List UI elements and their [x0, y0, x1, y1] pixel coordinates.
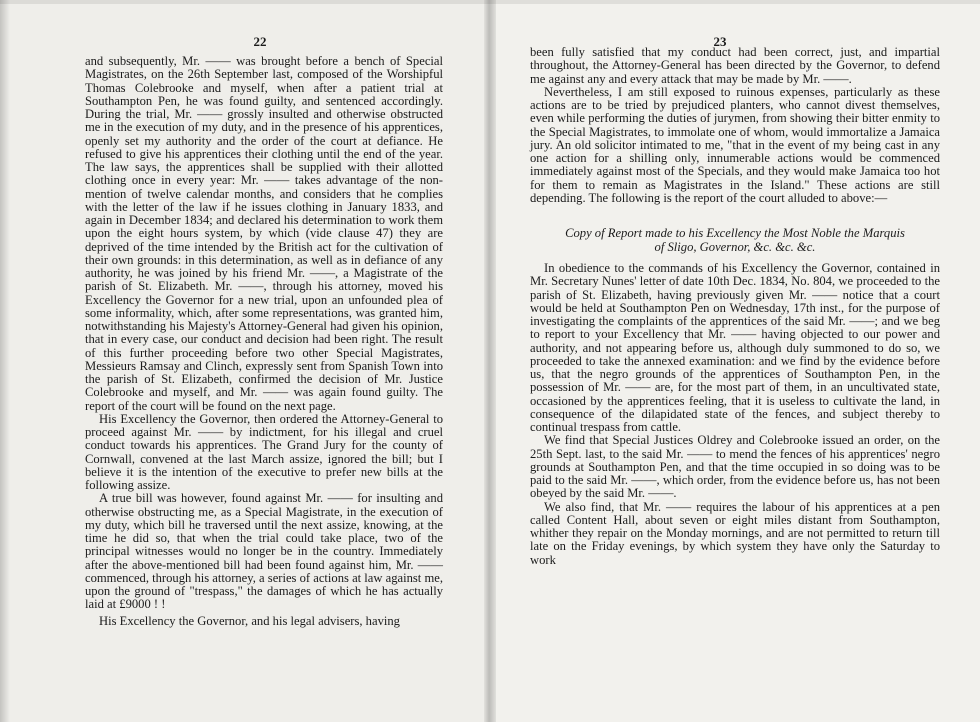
- paragraph: been fully satisfied that my conduct had been correct, just, and impartial throughout, the Attorney-General has been directed by the Governor, to defend me against any and every attack that may be made by Mr. ——.: [530, 45, 940, 86]
- paragraph: His Excellency the Governor, and his legal advisers, having: [99, 613, 400, 628]
- report-heading: Copy of Report made to his Excellency the Most Noble the Marquis of Sligo, Governor, &c. &c. &c.: [565, 226, 905, 254]
- page-top-edge: [0, 0, 489, 4]
- paragraph: Nevertheless, I am still exposed to ruinous expenses, particularly as these actions are to be tried by prejudiced planters, who cannot divest themselves, even while performing the duties of jurymen, from showing their bitter enmity to the Special Magistrates, to immolate one of whom, would immortalize a Jamaica jury. An old solicitor intimated to me, "that in the event of my being cast in any one action for a shilling only, innumerable actions would be commenced immediately against most of the Specials, and they would make Jamaica too hot for them to remain as Magistrates in the Island." These actions are still depending. The following is the report of the court alluded to above:—: [530, 84, 940, 205]
- right-text-column: [530, 46, 940, 567]
- page-number-right: 23: [713, 34, 727, 49]
- left-text-column: [85, 55, 443, 628]
- book-gutter: [484, 0, 496, 722]
- page-number-left: 22: [253, 34, 267, 49]
- paragraph: We also find, that Mr. —— requires the labour of his apprentices at a pen called Content Hall, about seven or eight miles distant from Southampton, whither they repair on the Monday mornings, and are not permitted to return till late on the Friday evenings, by which system they have only the Saturday to work: [530, 499, 940, 567]
- left-page: [0, 0, 489, 722]
- paragraph: In obedience to the commands of his Excellency the Governor, contained in Mr. Secretary Nunes' letter of date 10th Dec. 1834, No. 804, we proceeded to the parish of St. Elizabeth, having previously given Mr. —— notice that a court would be held at Southampton Pen on Wednesday, 17th inst., for the purpose of investigating the complaints of the apprentices of the said Mr. ——; and we beg to report to your Excellency that Mr. —— having objected to our power and authority, and not appearing before us, although duly summoned to do so, we proceeded to take the annexed examination: and we find by the evidence before us, that the negro grounds of the apprentices of Southampton Pen, in the possession of Mr. —— are, for the most part of them, in an uncultivated state, occasioned by the apprentices feeling, that it is useless to cultivate the land, in consequence of the dilapidated state of the fences, and subject thereby to continual trespass from cattle.: [530, 261, 940, 434]
- paragraph: A true bill was however, found against Mr. —— for insulting and otherwise obstructing me, as a Special Magistrate, in the execution of my duty, which bill he traversed until the next assize, knowing, at the time he did so, that when the trial could take place, two of the principal witnesses would no longer be in the country. Immediately after the above-mentioned bill had been found against him, Mr. —— commenced, through his attorney, a series of actions at law against me, upon the ground of "trespass," the damages of which he has actually laid at £9000 ! !: [85, 491, 443, 612]
- paragraph: and subsequently, Mr. —— was brought before a bench of Special Magistrates, on the 26th September last, composed of the Worshipful Thomas Colebrooke and myself, when after a patient trial at Southampton Pen, he was found guilty, and sentenced accordingly. During the trial, Mr. —— grossly insulted and otherwise obstructed me in the execution of my duty, and in the presence of his apprentices, openly set my authority and the order of the court at defiance. He refused to give his apprentices their clothing until the end of the year. The law says, the apprentices shall be supplied with their allotted clothing once in every year: Mr. —— takes advantage of the non-mention of twelve calendar months, and considers that he complies with the letter of the law if he issues clothing in January 1833, and again in December 1834; and declared his determination to work them upon the eight hours system, by which (vide clause 47) they are deprived of the time intended by the British act for the cultivation of their own grounds: in this determination, as well as in defiance of any authority, he was joined by his friend Mr. ——, a Magistrate of the parish of St. Elizabeth. Mr. ——, through his attorney, moved his Excellency the Governor for a new trial, upon an unfounded plea of some informality, which, after some representations, was granted him, notwithstanding his Majesty's Attorney-General had given his opinion, that in every case, our conduct and decision had been right. The result of this further proceeding before two other Special Magistrates, Messieurs Ramsay and Clinch, expressly sent from Spanish Town into the parish of St. Elizabeth, confirmed the decision of Mr. Justice Colebrooke and myself, and Mr. —— was again found guilty. The report of the court will be found on the next page.: [85, 54, 443, 413]
- page-edge-shadow: [0, 0, 10, 722]
- right-page: [489, 0, 980, 722]
- paragraph: We find that Special Justices Oldrey and Colebrooke issued an order, on the 25th Sept. last, to the said Mr. —— to mend the fences of his apprentices' negro grounds at Southampton Pen, and that the time occupied in so doing was to be paid to the said Mr. ——, which order, from the evidence before us, has not been obeyed by the said Mr. ——.: [530, 433, 940, 501]
- page-top-edge: [489, 0, 980, 4]
- paragraph: His Excellency the Governor, then ordered the Attorney-General to proceed against Mr. —— by indictment, for his illegal and cruel conduct towards his apprentices. The Grand Jury for the county of Cornwall, convened at the last March assize, ignored the bill; but I believe it is the intention of the executive to prefer new bills at the following assize.: [85, 411, 443, 492]
